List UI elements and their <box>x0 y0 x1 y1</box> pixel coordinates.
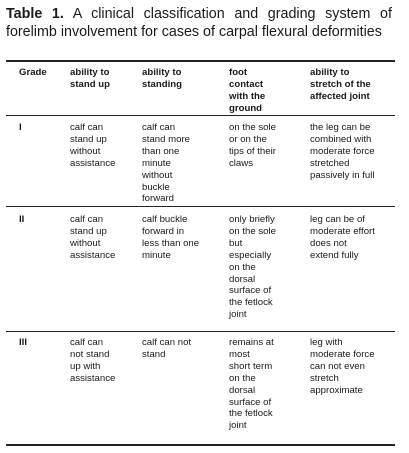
row-2-standing: calf buckle forward in less than one minute <box>142 214 200 261</box>
row-2-rule <box>6 331 395 332</box>
header-standing: ability to standing <box>142 67 182 90</box>
table-caption-text: A clinical classification and grading system of forelimb involvement for cases of carpal flexural deformities <box>6 6 392 40</box>
header-rule <box>6 115 395 116</box>
row-1-standing: calf can stand more than one minute without buckle forward <box>142 122 190 205</box>
row-2-grade: II <box>19 214 25 225</box>
row-2-stretch: leg can be of moderate effort does not extend fully <box>310 214 375 261</box>
header-grade: Grade <box>19 67 47 78</box>
header-foot-contact: foot contact with the ground <box>229 67 266 114</box>
row-3-stretch: leg with moderate force can not even stretch approximate <box>310 337 375 396</box>
row-2-foot-contact: only briefly on the sole but especially on the dorsal surface of the fetlock joint <box>229 214 276 321</box>
row-1-stand-up: calf can stand up without assistance <box>70 122 116 169</box>
header-stand-up: ability to stand up <box>70 67 110 90</box>
row-3-stand-up: calf can not stand up with assistance <box>70 337 116 384</box>
row-3-standing: calf can not stand <box>142 337 192 360</box>
row-1-rule <box>6 206 395 207</box>
header-stretch: ability to stretch of the affected joint <box>310 67 371 102</box>
row-1-foot-contact: on the sole or on the tips of their claws <box>229 122 276 169</box>
table-caption-label: Table 1. <box>6 6 64 22</box>
row-1-grade: I <box>19 122 22 133</box>
row-1-stretch: the leg can be combined with moderate force stretched passively in full <box>310 122 375 181</box>
table-bottom-rule <box>6 444 395 446</box>
table-top-rule <box>6 60 395 62</box>
row-2-stand-up: calf can stand up without assistance <box>70 214 116 261</box>
row-3-foot-contact: remains at most short term on the dorsal surface of the fetlock joint <box>229 337 274 432</box>
row-3-grade: III <box>19 337 27 348</box>
table-caption <box>6 5 392 41</box>
